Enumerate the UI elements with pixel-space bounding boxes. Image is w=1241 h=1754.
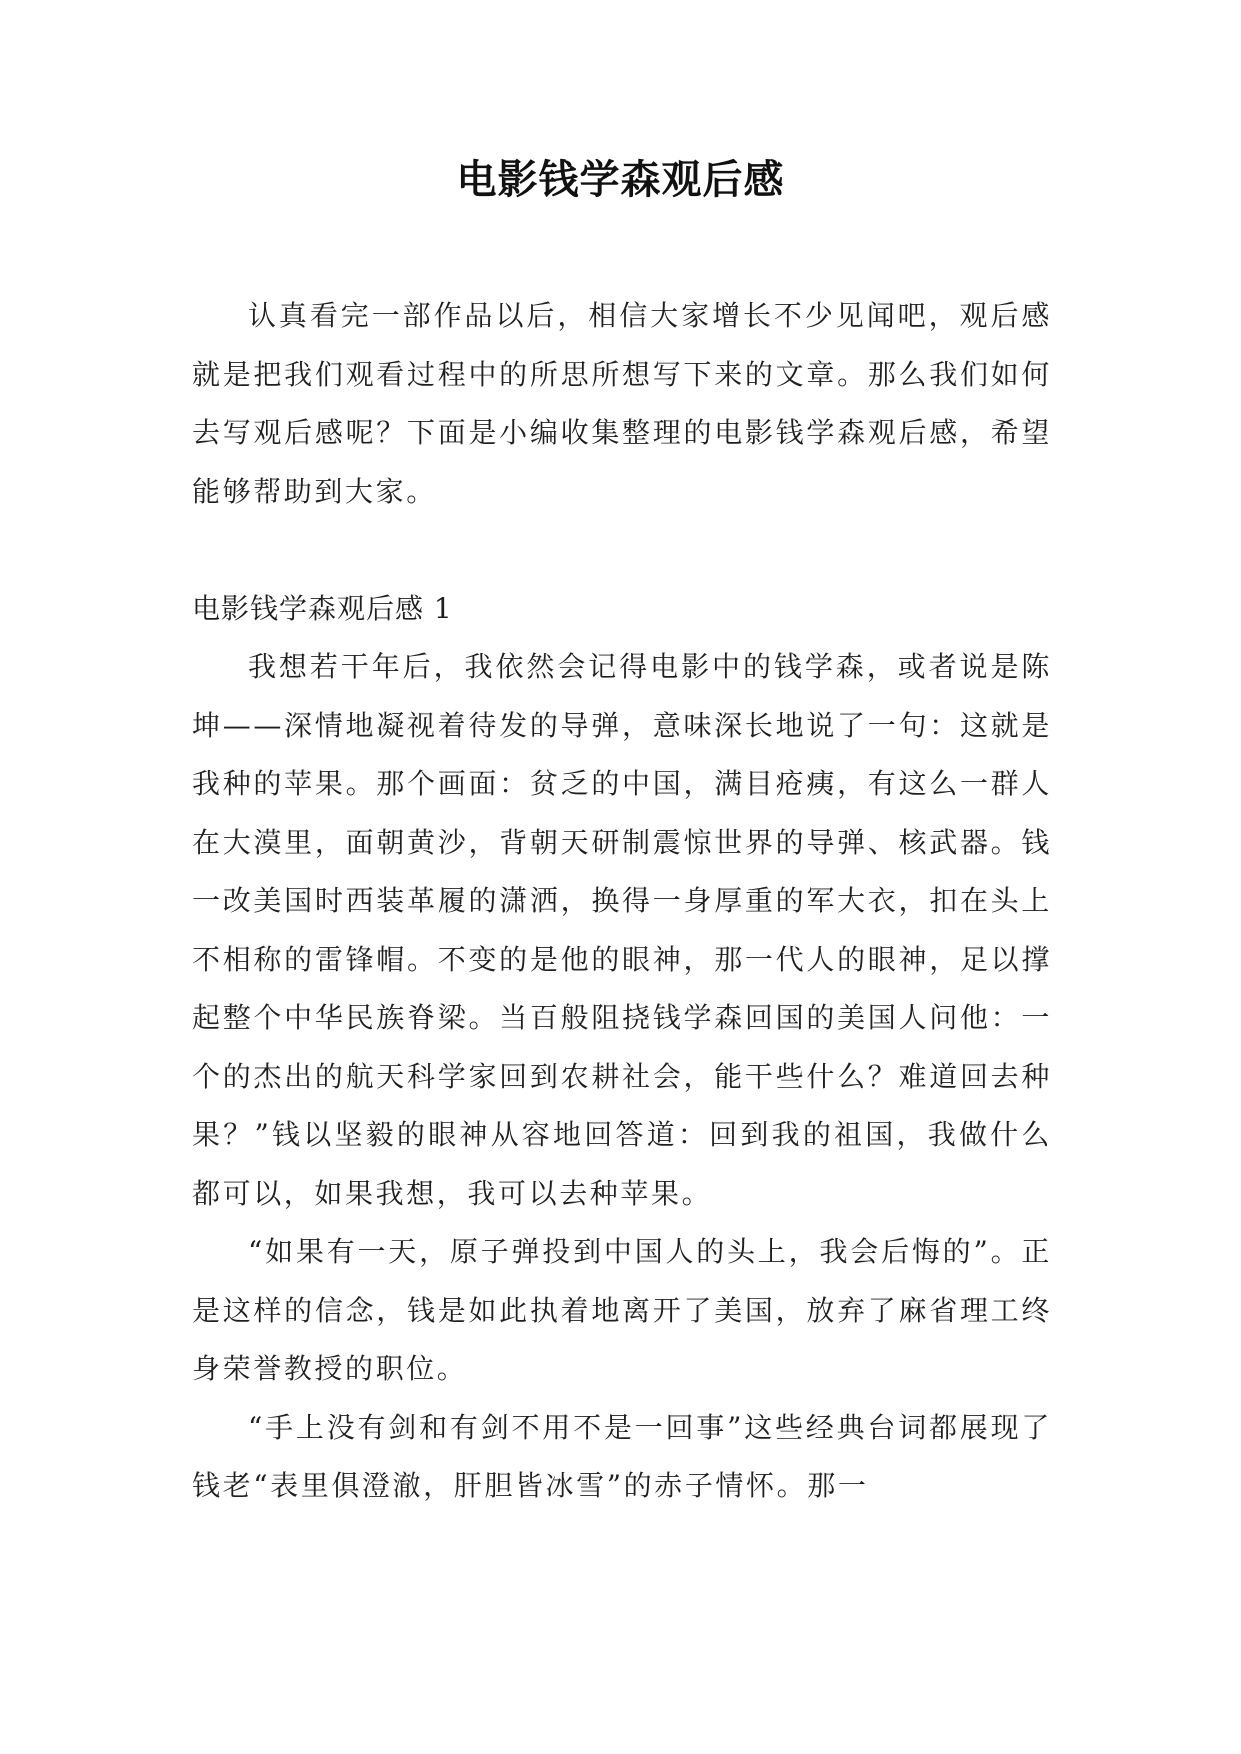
intro-paragraph: 认真看完一部作品以后，相信大家增长不少见闻吧，观后感就是把我们观看过程中的所思所想写下来的文章。那么我们如何去写观后感呢？下面是小编收集整理的电影钱学森观后感，希望能够帮助到大家。 [192,299,1052,508]
body-paragraph-1: 我想若干年后，我依然会记得电影中的钱学森，或者说是陈坤——深情地凝视着待发的导弹，意味深长地说了一句：这就是我种的苹果。那个画面：贫乏的中国，满目疮痍，有这么一群人在大漠里，面朝黄沙，背朝天研制震惊世界的导弹、核武器。钱一改美国时西装革履的潇洒，换得一身厚重的军大衣，扣在头上不相称的雷锋帽。不变的是他的眼神，那一代人的眼神，足以撑起整个中华民族脊梁。当百般阻挠钱学森回国的美国人问他：一个的杰出的航天科学家回到农耕社会，能干些什么？难道回去种果？”钱以坚毅的眼神从容地回答道：回到我的祖国，我做什么都可以，如果我想，我可以去种苹果。 [192,650,1052,1210]
document-body [192,287,1052,1516]
section-heading: 电影钱学森观后感 1 [192,591,453,625]
paragraph-gap [192,521,1052,580]
document-title: 电影钱学森观后感 [456,156,785,203]
body-paragraph-2: “如果有一天，原子弹投到中国人的头上，我会后悔的”。正是这样的信念，钱是如此执着地离开了美国，放弃了麻省理工终身荣誉教授的职位。 [192,1235,1052,1385]
body-paragraph-3: “手上没有剑和有剑不用不是一回事”这些经典台词都展现了钱老“表里俱澄澈，肝胆皆冰雪”的赤子情怀。那一 [192,1410,1052,1502]
